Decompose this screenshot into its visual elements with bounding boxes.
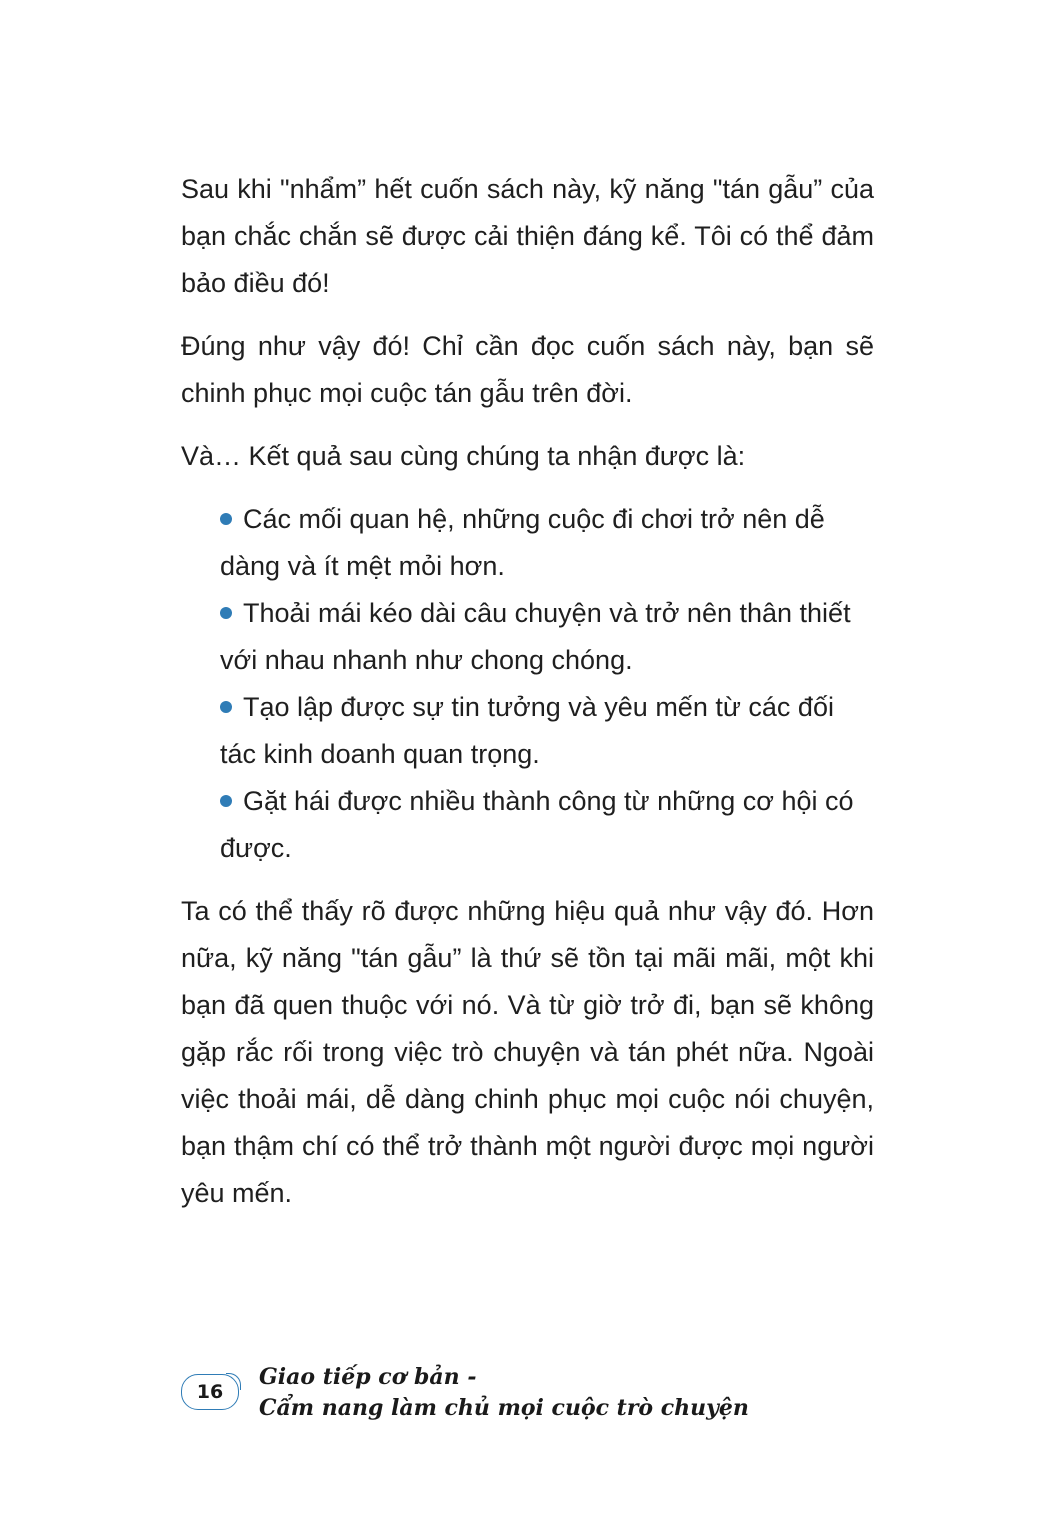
page-body — [181, 166, 874, 1233]
bullet-dot-icon — [220, 701, 232, 713]
book-title-line-2: Cẩm nang làm chủ mọi cuộc trò chuyện — [259, 1395, 749, 1421]
book-title-line-1: Giao tiếp cơ bản - — [259, 1364, 477, 1390]
benefit-list — [220, 496, 874, 872]
list-item — [220, 684, 874, 778]
bullet-dot-icon — [220, 607, 232, 619]
paragraph-claim: Đúng như vậy đó! Chỉ cần đọc cuốn sách này, bạn sẽ chinh phục mọi cuộc tán gẫu trên đời. — [181, 331, 874, 408]
list-item — [220, 496, 874, 590]
list-item — [220, 590, 874, 684]
speech-bubble-tail-icon — [226, 1373, 241, 1390]
list-item-text: Tạo lập được sự tin tưởng và yêu mến từ các đối tác kinh doanh quan trọng. — [220, 692, 834, 769]
book-title — [259, 1362, 749, 1424]
bullet-dot-icon — [220, 513, 232, 525]
paragraph-lead-in: Và… Kết quả sau cùng chúng ta nhận được là: — [181, 441, 746, 471]
list-item-text: Thoải mái kéo dài câu chuyện và trở nên thân thiết với nhau nhanh như chong chóng. — [220, 598, 851, 675]
bullet-dot-icon — [220, 795, 232, 807]
paragraph-conclusion: Ta có thể thấy rõ được những hiệu quả như vậy đó. Hơn nữa, kỹ năng "tán gẫu” là thứ sẽ tồn tại mãi mãi, một khi bạn đã quen thuộc với nó. Và từ giờ trở đi, bạn sẽ không gặp rắc rối trong việc trò chuyện và tán phét nữa. Ngoài việc thoải mái, dễ dàng chinh phục mọi cuộc nói chuyện, bạn thậm chí có thể trở thành một người được mọi người yêu mến. — [181, 896, 874, 1208]
list-item-text: Các mối quan hệ, những cuộc đi chơi trở nên dễ dàng và ít mệt mỏi hơn. — [220, 504, 825, 581]
page-number-badge — [181, 1374, 239, 1410]
paragraph-intro: Sau khi "nhẩm” hết cuốn sách này, kỹ năng "tán gẫu” của bạn chắc chắn sẽ được cải thiện đáng kể. Tôi có thể đảm bảo điều đó! — [181, 174, 874, 298]
page-number: 16 — [196, 1381, 224, 1403]
list-item — [220, 778, 874, 872]
list-item-text: Gặt hái được nhiều thành công từ những cơ hội có được. — [220, 786, 854, 863]
